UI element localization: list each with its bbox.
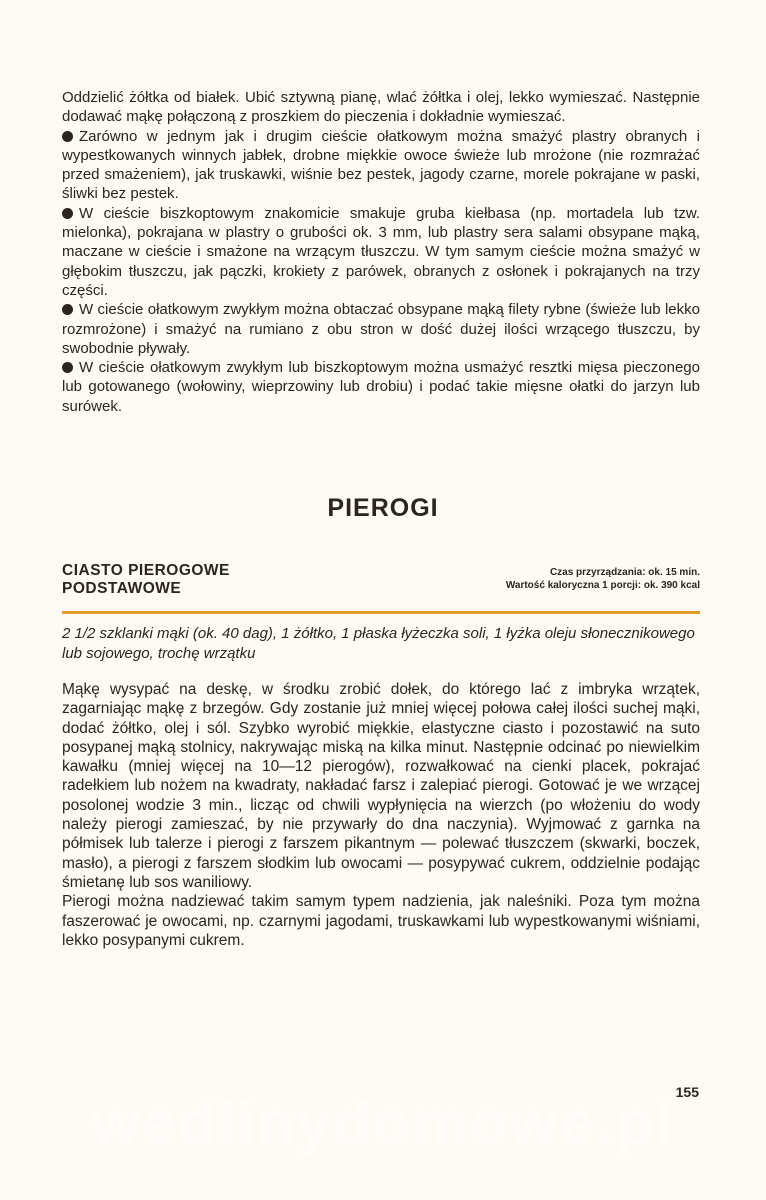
method-paragraph-1: Mąkę wysypać na deskę, w środku zrobić dołek, do którego lać z imbryka wrzątek, zagarniając mąkę z brzegów. Gdy zostanie już mniej więcej połowa całej ilości suchej mąki, dodać żółtko, olej i sól. Szybko wyrobić miękkie, elastyczne ciasto i pozostawić na suto posypanej mąką stolnicy, nakrywając miską na kilka minut. Następnie odcinać po niewielkim kawałku (mniej więcej na 10—12 pierogów), rozwałkować na cienki placek, pokrajać radełkiem lub nożem na kwadraty, nakładać farsz i zalepiać pierogi. Gotować je we wrzącej posolonej wodzie 3 min., licząc od chwili wypłynięcia na wierzch (po włożeniu do wody należy pierogi zamieszać, by nie przywarły do dna naczynia). Wyjmować z garnka na półmisek lub talerze i pierogi z farszem pikantnym — polewać tłuszczem (skwarki, boczek, masło), a pierogi z farszem słodkim lub owocami — posypywać cukrem, oddzielnie podając śmietanę lub sos waniliowy.: [62, 681, 700, 891]
bullet-icon: [62, 304, 73, 315]
divider: [62, 611, 700, 614]
watermark: wedlinydomowe.pl: [91, 1089, 675, 1158]
page-number: 155: [675, 1084, 699, 1100]
prep-time: Czas przyrządzania: ok. 15 min.: [549, 567, 700, 578]
intro-text-0: Oddzielić żółtka od białek. Ubić sztywną pianę, wlać żółtka i olej, lekko wymieszać. Następnie dodawać mąkę połączoną z proszkiem do pieczenia i dokładnie wymieszać.: [62, 89, 700, 126]
recipe-name-line2: PODSTAWOWE: [62, 580, 182, 597]
method-paragraph-2: Pierogi można nadziewać takim samym typem nadzienia, jak naleśniki. Poza tym można faszerować je owocami, np. czarnymi jagodami, truskawkami lub wypestkowanymi wiśniami, lekko posypanymi cukrem.: [62, 893, 700, 949]
section-title: PIEROGI: [327, 494, 439, 522]
ingredients: 2 1/2 szklanki mąki (ok. 40 dag), 1 żółtko, 1 płaska łyżeczka soli, 1 łyżka oleju słonecznikowego lub sojowego, trochę wrzątku: [62, 625, 695, 662]
recipe-name-line1: CIASTO PIEROGOWE: [62, 562, 230, 579]
intro-text-4: W cieście ołatkowym zwykłym lub biszkoptowym można usmażyć resztki mięsa pieczonego lub gotowanego (wołowiny, wieprzowiny lub drobiu) i podać takie mięsne ołatki do jarzyn lub surówek.: [62, 359, 700, 415]
method: [62, 680, 700, 950]
bullet-icon: [62, 131, 73, 142]
calories: Wartość kaloryczna 1 porcji: ok. 390 kcal: [505, 580, 700, 591]
intro-text-2: W cieście biszkoptowym znakomicie smakuje gruba kiełbasa (np. mortadela lub tzw. mielonka), pokrajana w plastry o grubości ok. 3 mm, lub plastry sera salami obsypane mąką, maczane w cieście i smażone na wrzącym tłuszczu. W tym samym cieście można smażyć w głębokim tłuszczu, jak pączki, krokiety z parówek, obranych z osłonek i pokrajanych na trzy części.: [62, 204, 700, 299]
intro-text: [62, 88, 700, 416]
recipe-meta: [506, 566, 700, 592]
intro-paragraph: [62, 88, 700, 416]
bullet-icon: [62, 208, 73, 219]
intro-text-1: Zarówno w jednym jak i drugim cieście ołatkowym można smażyć plastry obranych i wypestkowanych winnych jabłek, drobne miękkie owoce świeże lub mrożone (nie rozmrażać przed smażeniem), jak truskawki, wiśnie bez pestek, jagody czarne, morele pokrajane w paski, śliwki bez pestek.: [62, 127, 700, 203]
intro-text-3: W cieście ołatkowym zwykłym można obtaczać obsypane mąką filety rybne (świeże lub lekko rozmrożone) i smażyć na rumiano z obu stron w dość dużej ilości wrzącego tłuszczu, by swobodnie pływały.: [62, 301, 700, 357]
bullet-icon: [62, 362, 73, 373]
recipe-header: [62, 562, 700, 598]
